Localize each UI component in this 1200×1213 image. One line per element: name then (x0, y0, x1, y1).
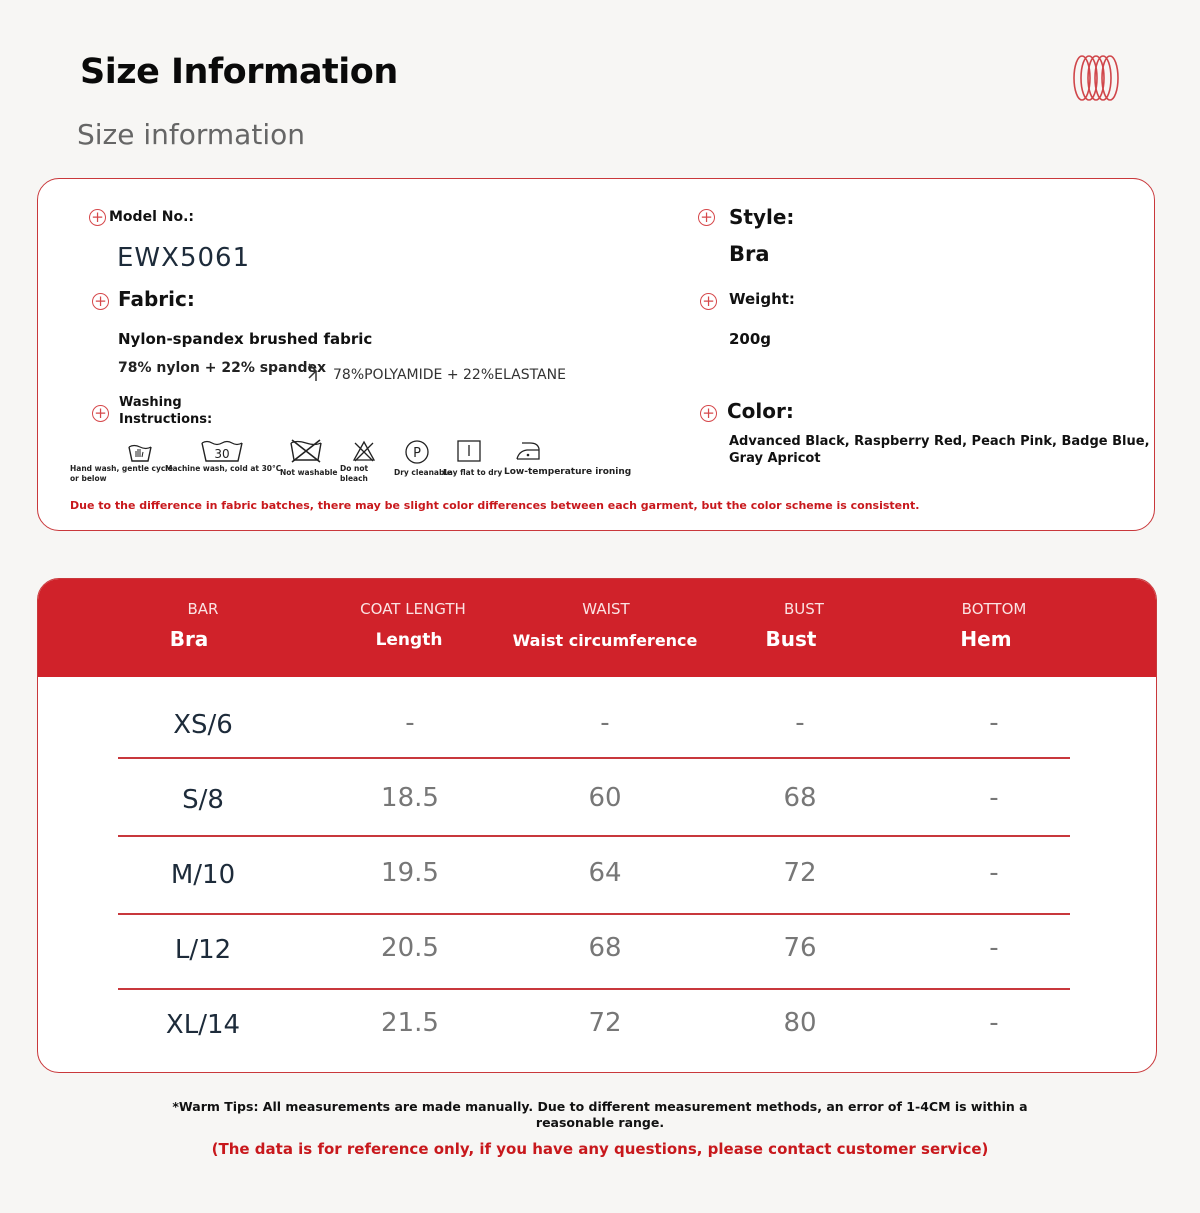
table-cell-bust: 72 (783, 858, 817, 888)
warm-tips-text: *Warm Tips: All measurements are made manually. Due to different measurement methods, an error of 1-4CM is within a reasonable range. (172, 1099, 1028, 1130)
col-header-bra: Bra (169, 627, 209, 651)
plus-icon: + (89, 209, 106, 226)
col-header-en-coat-length: COAT LENGTH (360, 600, 466, 618)
style-value: Bra (729, 242, 770, 266)
fabric-composition: 78% nylon + 22% spandex (118, 360, 327, 376)
row-divider (118, 913, 1070, 915)
warm-tips (0, 1099, 1200, 1131)
lay-flat-dry-caption: Lay flat to dry (443, 468, 503, 477)
hand-wash-caption-2: or below (70, 474, 107, 483)
do-not-wash-icon (288, 438, 324, 464)
table-cell-waist: 64 (588, 858, 622, 888)
machine-wash-caption: Machine wash, cold at 30°C (165, 464, 282, 473)
table-cell-hem: - (989, 783, 999, 813)
fabric-value: Nylon-spandex brushed fabric (118, 330, 373, 348)
product-info-card (37, 178, 1155, 531)
wash-temperature: 30 (214, 447, 230, 461)
col-header-en-bust: BUST (784, 600, 824, 618)
hand-wash-caption: Hand wash, gentle cycle (70, 464, 173, 473)
col-header-waist-circumference: Waist circumference (512, 631, 698, 650)
table-cell-hem: - (989, 708, 999, 738)
style-label: Style: (729, 205, 795, 229)
table-cell-bust: - (795, 708, 805, 738)
table-cell-length: 20.5 (381, 933, 439, 963)
table-cell-bust: 80 (783, 1008, 817, 1038)
col-header-en-bar: BAR (187, 600, 219, 618)
dry-clean-p-icon (404, 439, 430, 465)
dry-clean-letter: P (413, 446, 421, 461)
table-cell-length: - (405, 708, 415, 738)
row-divider (118, 757, 1070, 759)
plus-icon: + (700, 293, 717, 310)
table-cell-size: XL/14 (165, 1010, 241, 1040)
table-cell-waist: 72 (588, 1008, 622, 1038)
page-subtitle: Size information (77, 118, 305, 151)
row-divider (118, 835, 1070, 837)
table-cell-length: 21.5 (381, 1008, 439, 1038)
red-rings-logo-icon (1070, 52, 1122, 104)
color-value-line1: Advanced Black, Raspberry Red, Peach Pink, Badge Blue, (729, 434, 1150, 449)
plus-icon: + (698, 209, 715, 226)
col-header-en-waist: WAIST (582, 600, 630, 618)
size-table (37, 578, 1157, 1073)
table-cell-size: S/8 (182, 785, 224, 815)
plus-icon: + (92, 405, 109, 422)
reference-note: (The data is for reference only, if you have any questions, please contact customer service) (211, 1140, 989, 1158)
not-washable-caption: Not washable (280, 468, 338, 477)
weight-label: Weight: (729, 290, 795, 308)
table-cell-length: 18.5 (381, 783, 439, 813)
col-header-en-bottom: BOTTOM (961, 600, 1027, 618)
lay-flat-dry-icon (456, 439, 482, 463)
table-cell-waist: 68 (588, 933, 622, 963)
weight-value: 200g (729, 330, 772, 348)
do-not-bleach-icon (352, 440, 376, 462)
table-cell-size: M/10 (170, 860, 236, 890)
table-cell-hem: - (989, 858, 999, 888)
machine-wash-30-icon (200, 439, 244, 463)
fabric-composition-en: 78%POLYAMIDE + 22%ELASTANE (333, 367, 566, 383)
model-label: Model No.: (109, 209, 194, 225)
table-cell-length: 19.5 (381, 858, 439, 888)
table-cell-size: XS/6 (173, 710, 233, 740)
table-cell-size: L/12 (174, 935, 232, 965)
table-cell-waist: 60 (588, 783, 622, 813)
model-value: EWX5061 (117, 243, 251, 273)
color-label: Color: (727, 399, 794, 423)
page-title: Size Information (80, 52, 398, 92)
table-cell-hem: - (989, 1008, 999, 1038)
table-cell-hem: - (989, 933, 999, 963)
low-temp-iron-caption: Low-temperature ironing (504, 467, 632, 477)
fabric-label: Fabric: (118, 287, 195, 311)
plus-icon: + (700, 405, 717, 422)
do-not-bleach-caption-2: bleach (340, 474, 368, 483)
washing-label-line2: Instructions: (119, 412, 213, 427)
col-header-hem: Hem (960, 627, 1012, 651)
color-value-line2: Gray Apricot (729, 451, 821, 466)
table-cell-bust: 68 (783, 783, 817, 813)
table-cell-waist: - (600, 708, 610, 738)
do-not-bleach-caption: Do not (340, 464, 369, 473)
table-cell-bust: 76 (783, 933, 817, 963)
col-header-bust: Bust (765, 627, 817, 651)
row-divider (118, 988, 1070, 990)
dry-clean-caption: Dry cleanable (394, 468, 453, 477)
plus-icon: + (92, 293, 109, 310)
washing-label-line1: Washing (119, 395, 182, 410)
low-temp-iron-icon (514, 439, 542, 463)
hand-wash-icon (127, 441, 153, 463)
color-difference-notice: Due to the difference in fabric batches, there may be slight color differences between each garment, but the color scheme is consistent. (70, 499, 920, 512)
col-header-length: Length (375, 630, 443, 650)
table-header (38, 579, 1156, 677)
recycle-arrow-icon (306, 361, 322, 383)
